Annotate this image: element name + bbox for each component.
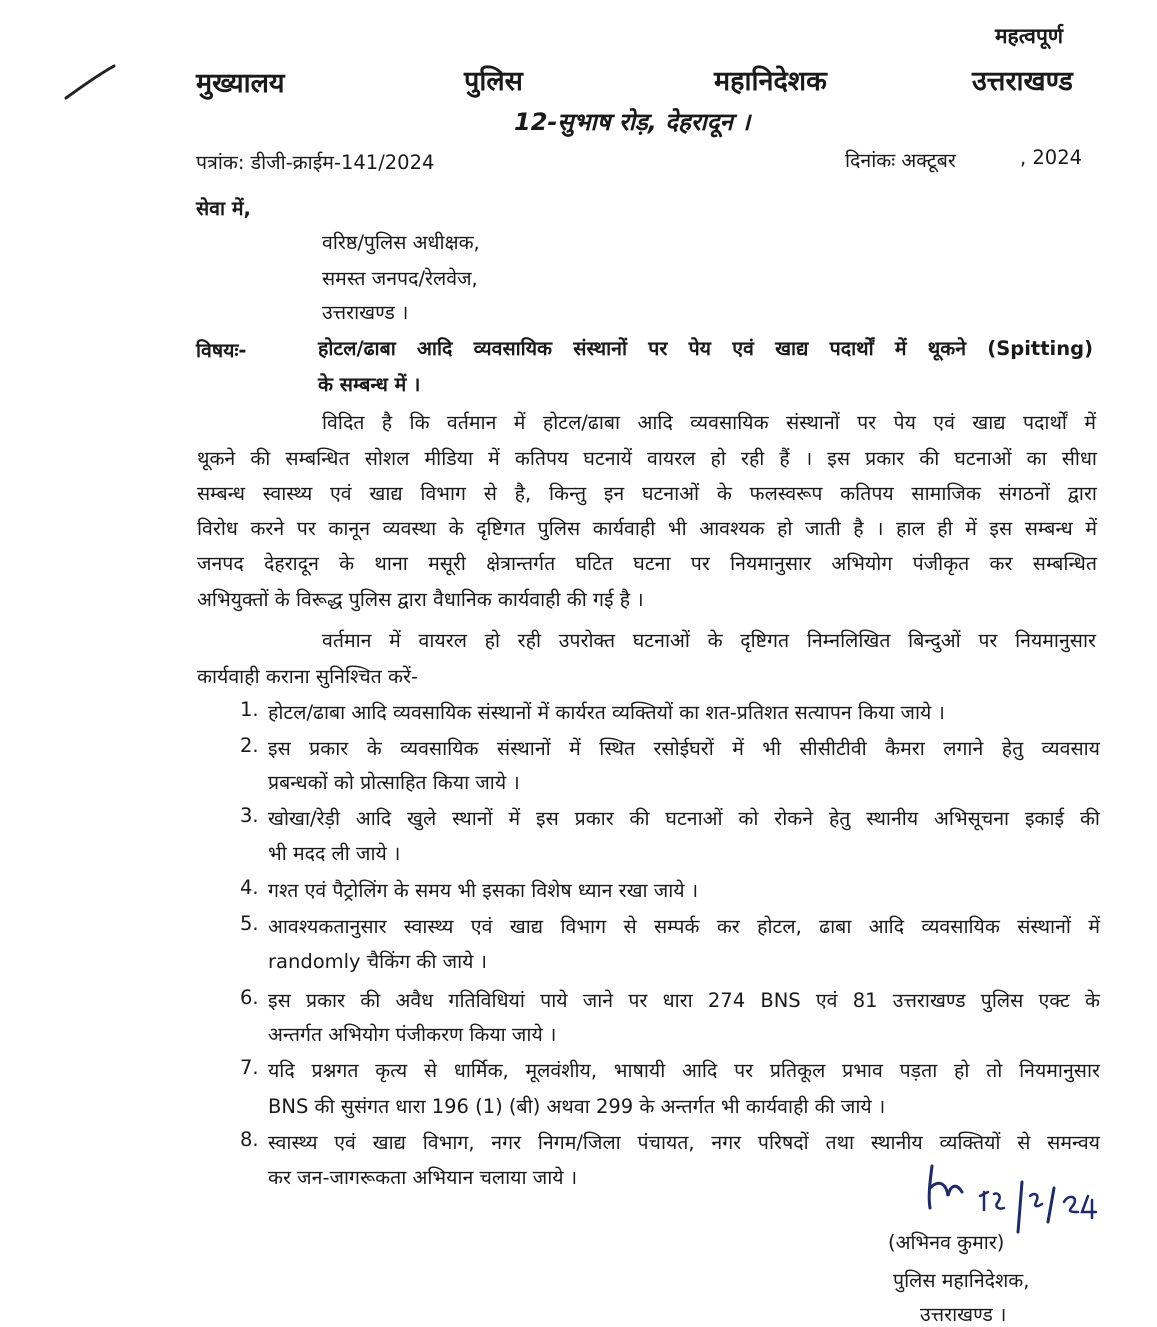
recipient-line-3: उत्तराखण्ड । (322, 301, 409, 324)
point-number: 4. (240, 876, 259, 899)
handwritten-signature (918, 1152, 1118, 1236)
header-address: 12-सुभाष रोड़, देहरादून । (514, 108, 751, 136)
point-text: कर जन-जागरूकता अभियान चलाया जाये । (268, 1166, 578, 1189)
salutation: सेवा में, (196, 197, 251, 220)
point-text: स्वास्थ्य एवं खाद्य विभाग, नगर निगम/जिला पंचायत, नगर परिषदों तथा स्थानीय व्यक्तियों से समन्वय (268, 1131, 1100, 1154)
point-number: 3. (240, 804, 259, 827)
point-text: अन्तर्गत अभियोग पंजीकरण किया जाये । (268, 1023, 557, 1046)
point-number: 6. (240, 986, 259, 1009)
date-year: , 2024 (1020, 146, 1083, 169)
point-text: प्रबन्धकों को प्रोत्साहित किया जाये । (268, 771, 520, 794)
para2-line: वर्तमान में वायरल हो रही उपरोक्त घटनाओं के दृष्टिगत निम्नलिखित बिन्दुओं पर नियमानुसार (322, 629, 1096, 652)
date-label: दिनांकः अक्टूबर (845, 149, 956, 172)
para1-line: सम्बन्ध स्वास्थ्य एवं खाद्य विभाग से है, किन्तु इन घटनाओं के फलस्वरूप कतिपय सामाजिक संगठनों द्वारा (197, 482, 1097, 505)
letter-number: पत्रांक: डीजी-क्राईम-141/2024 (196, 151, 435, 174)
signatory-designation: पुलिस महानिदेशक, (893, 1269, 1030, 1292)
importance-label: महत्वपूर्ण (995, 24, 1064, 48)
point-text: आवश्यकतानुसार स्वास्थ्य एवं खाद्य विभाग से सम्पर्क कर होटल, ढाबा आदि व्यवसायिक संस्थानों में (268, 915, 1100, 938)
para1-line: विरोध करने पर कानून व्यवस्था के दृष्टिगत पुलिस कार्यवाही भी आवश्यक हो जाती है । हाल ही में इस सम्बन्ध में (197, 517, 1097, 540)
para1-line: थूकने की सम्बन्धित सोशल मीडिया में कतिपय घटनायें वायरल हो रही हैं । इस प्रकार की घटनाओं का सीधा (197, 447, 1097, 470)
point-text: खोखा/रेड़ी आदि खुले स्थानों में इस प्रकार की घटनाओं को रोकने हेतु स्थानीय अभिसूचना इकाई की (268, 807, 1100, 830)
point-text: इस प्रकार के व्यवसायिक संस्थानों में स्थित रसोईघरों में भी सीसीटीवी कैमरा लगाने हेतु व्यवसाय (268, 737, 1100, 760)
point-number: 2. (240, 734, 259, 757)
header-police: पुलिस (464, 66, 523, 97)
para2-line: कार्यवाही कराना सुनिश्चित करें- (197, 665, 418, 688)
point-text: गश्त एवं पैट्रोलिंग के समय भी इसका विशेष ध्यान रखा जाये । (268, 879, 699, 902)
signatory-place: उत्तराखण्ड । (920, 1303, 1007, 1326)
point-number: 5. (240, 912, 259, 935)
signatory-name: (अभिनव कुमार) (888, 1231, 1005, 1254)
header-state: उत्तराखण्ड (972, 66, 1073, 97)
pen-stroke-mark (62, 62, 118, 102)
header-dg: महानिदेशक (714, 66, 827, 97)
subject-line-2: के सम्बन्ध में । (318, 373, 421, 396)
recipient-line-2: समस्त जनपद/रेलवेज, (322, 267, 478, 290)
point-number: 8. (240, 1128, 259, 1151)
point-text: भी मदद ली जाये । (268, 842, 401, 865)
point-number: 1. (240, 698, 259, 721)
point-text: यदि प्रश्नगत कृत्य से धार्मिक, मूलवंशीय, भाषायी आदि पर प्रतिकूल प्रभाव पड़ता हो तो नियमानुसार (268, 1059, 1100, 1082)
para1-line: विदित है कि वर्तमान में होटल/ढाबा आदि व्यवसायिक संस्थानों पर पेय एवं खाद्य पदार्थों में (322, 411, 1096, 434)
recipient-line-1: वरिष्ठ/पुलिस अधीक्षक, (322, 231, 480, 254)
point-text: randomly चैकिंग की जाये । (268, 950, 488, 973)
para1-line: अभियुक्तों के विरूद्ध पुलिस द्वारा वैधानिक कार्यवाही की गई है । (197, 588, 644, 611)
subject-label: विषयः- (196, 339, 247, 362)
header-office: मुख्यालय (196, 68, 285, 99)
point-text: BNS की सुसंगत धारा 196 (1) (बी) अथवा 299 के अन्तर्गत भी कार्यवाही की जाये । (268, 1095, 886, 1118)
subject-line-1: होटल/ढाबा आदि व्यवसायिक संस्थानों पर पेय एवं खाद्य पदार्थों में थूकने (Spitting) (318, 337, 1093, 360)
point-text: होटल/ढाबा आदि व्यवसायिक संस्थानों में कार्यरत व्यक्तियों का शत-प्रतिशत सत्यापन किया जाये । (268, 701, 945, 724)
para1-line: जनपद देहरादून के थाना मसूरी क्षेत्रान्तर्गत घटित घटना पर नियमानुसार अभियोग पंजीकृत कर सम्बन्धित (197, 552, 1097, 575)
point-number: 7. (240, 1056, 259, 1079)
point-text: इस प्रकार की अवैध गतिविधियां पाये जाने पर धारा 274 BNS एवं 81 उत्तराखण्ड पुलिस एक्ट के (268, 989, 1100, 1012)
